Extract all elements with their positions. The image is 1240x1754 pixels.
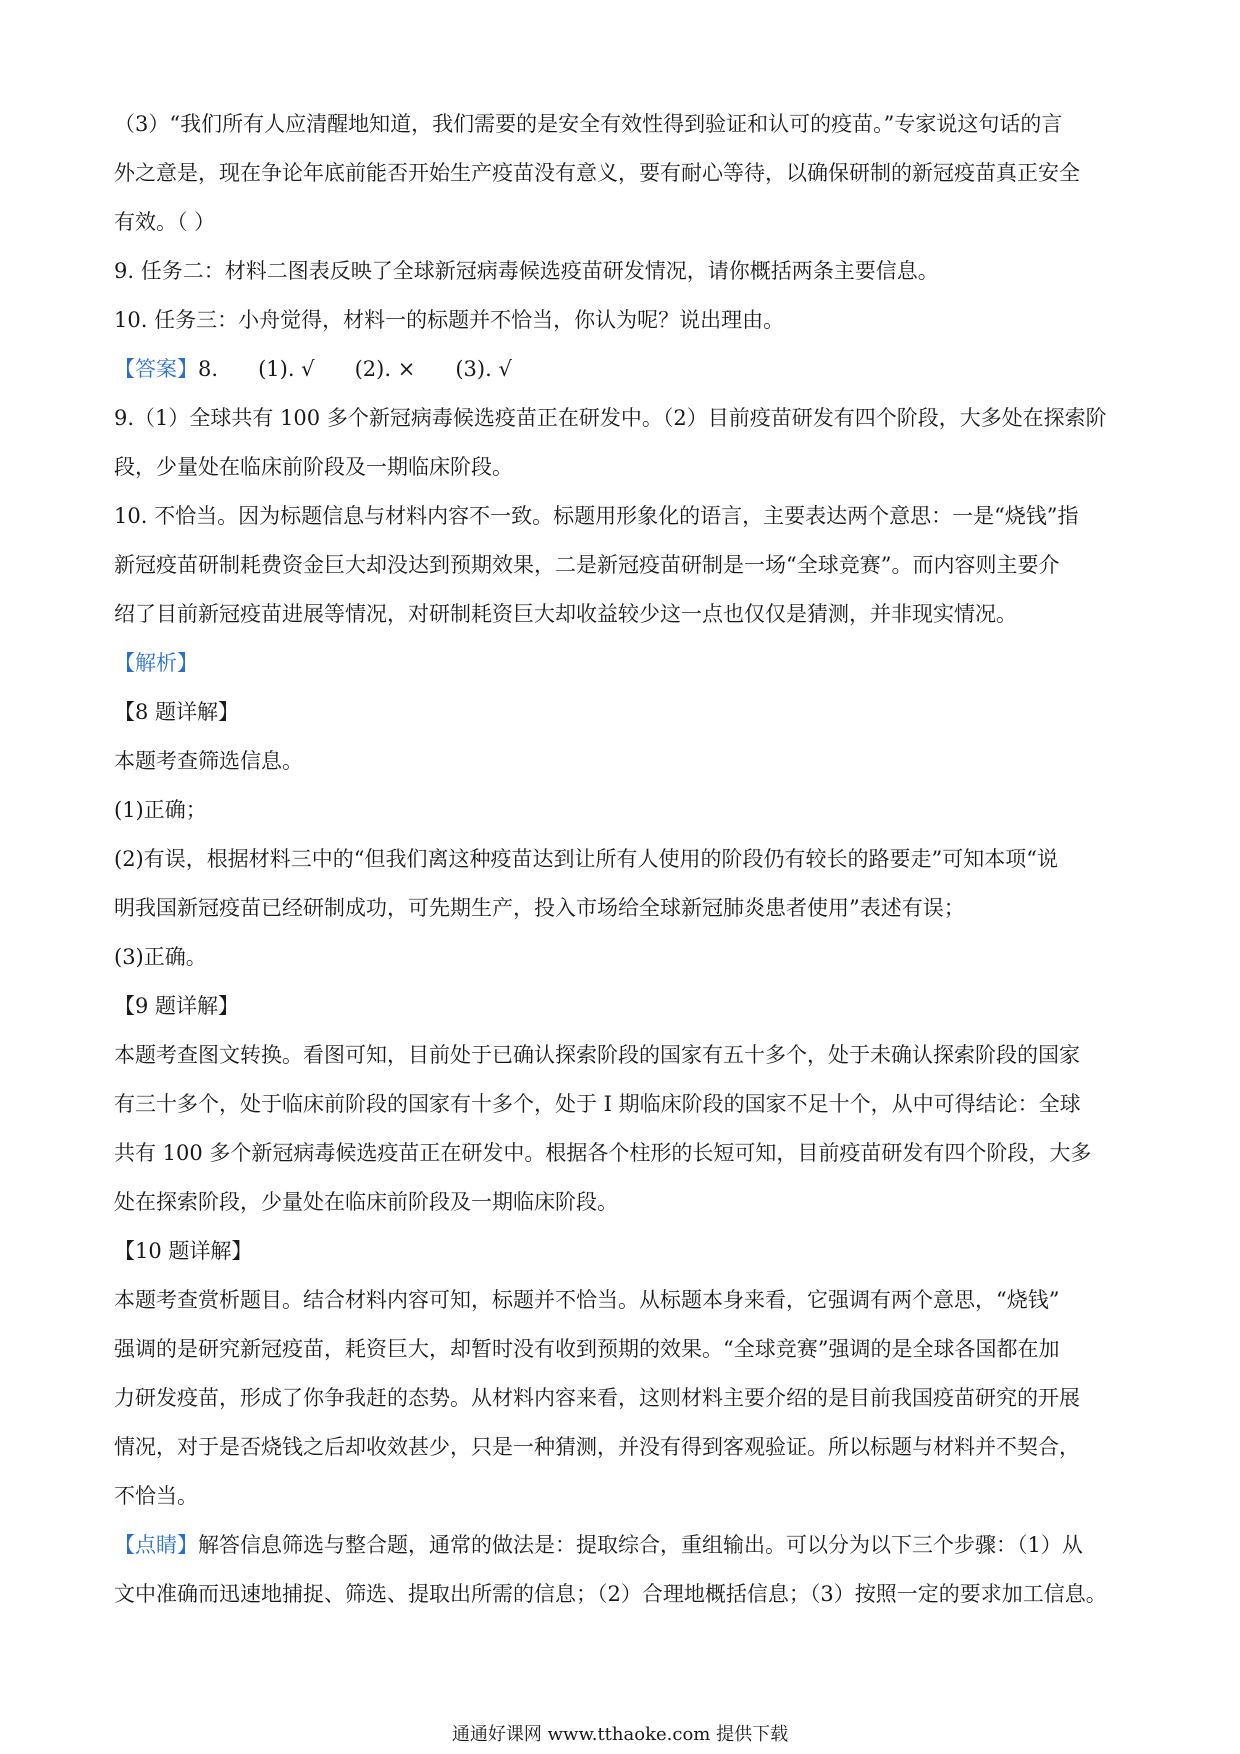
- footer-watermark: 通通好课网 www.tthaoke.com 提供下载: [451, 1724, 789, 1745]
- analysis-tag: 【解析】: [114, 651, 198, 675]
- comment-text: 解答信息筛选与整合题，通常的做法是：提取综合，重组输出。可以分为以下三个步骤：（1）从: [198, 1533, 1083, 1557]
- comment-line: [114, 1521, 1134, 1570]
- section-heading: 【9 题详解】: [114, 994, 240, 1018]
- text-line: （3）“我们所有人应清醒地知道，我们需要的是安全有效性得到验证和认可的疫苗。”专家说这句话的言: [114, 112, 1063, 136]
- answer-text: 8. (1). √ (2). × (3). √: [198, 357, 512, 381]
- answer-tag: 【答案】: [114, 357, 198, 381]
- text-line: 10. 不恰当。因为标题信息与材料内容不一致。标题用形象化的语言，主要表达两个意思：一是“烧钱”指: [114, 504, 1079, 528]
- text-line: 有三十多个，处于临床前阶段的国家有十多个，处于 I 期临床阶段的国家不足十个，从中可得结论：全球: [114, 1092, 1081, 1116]
- answer-line: [114, 345, 1134, 394]
- text-line: 9.（1）全球共有 100 多个新冠病毒候选疫苗正在研发中。（2）目前疫苗研发有四个阶段，大多处在探索阶: [114, 406, 1107, 430]
- text-line: 本题考查赏析题目。结合材料内容可知，标题并不恰当。从标题本身来看，它强调有两个意思，“烧钱”: [114, 1288, 1060, 1312]
- text-line: 绍了目前新冠疫苗进展等情况，对研制耗资巨大却收益较少这一点也仅仅是猜测，并非现实情况。: [114, 602, 1017, 626]
- text-line: 力研发疫苗，形成了你争我赶的态势。从材料内容来看，这则材料主要介绍的是目前我国疫苗研究的开展: [114, 1386, 1080, 1410]
- comment-tag: 【点睛】: [114, 1533, 198, 1557]
- text-line: 文中准确而迅速地捕捉、筛选、提取出所需的信息；（2）合理地概括信息；（3）按照一定的要求加工信息。: [114, 1582, 1107, 1606]
- text-line: 强调的是研究新冠疫苗，耗资巨大，却暂时没有收到预期的效果。“全球竞赛”强调的是全球各国都在加: [114, 1337, 1060, 1361]
- question-9: 9. 任务二：材料二图表反映了全球新冠病毒候选疫苗研发情况，请你概括两条主要信息。: [114, 259, 939, 283]
- text-line: (2)有误，根据材料三中的“但我们离这种疫苗达到让所有人使用的阶段仍有较长的路要走”可知本项“说: [114, 847, 1058, 871]
- text-line: 情况，对于是否烧钱之后却收效甚少，只是一种猜测，并没有得到客观验证。所以标题与材料并不契合，: [114, 1435, 1080, 1459]
- text-line: 新冠疫苗研制耗费资金巨大却没达到预期效果，二是新冠疫苗研制是一场“全球竞赛”。而内容则主要介: [114, 553, 1060, 577]
- text-line: 有效。（ ）: [114, 210, 216, 234]
- document-body: [114, 100, 1134, 1619]
- text-line: (3)正确。: [114, 945, 207, 969]
- section-heading: 【10 题详解】: [114, 1239, 253, 1263]
- text-line: 本题考查图文转换。看图可知，目前处于已确认探索阶段的国家有五十多个，处于未确认探索阶段的国家: [114, 1043, 1080, 1067]
- section-heading: 【8 题详解】: [114, 700, 240, 724]
- text-line: 外之意是，现在争论年底前能否开始生产疫苗没有意义，要有耐心等待，以确保研制的新冠疫苗真正安全: [114, 161, 1080, 185]
- text-line: 处在探索阶段，少量处在临床前阶段及一期临床阶段。: [114, 1190, 618, 1214]
- text-line: 段，少量处在临床前阶段及一期临床阶段。: [114, 455, 513, 479]
- text-line: (1)正确；: [114, 798, 207, 822]
- text-line: 共有 100 多个新冠病毒候选疫苗正在研发中。根据各个柱形的长短可知，目前疫苗研发有四个阶段，大多: [114, 1141, 1092, 1165]
- question-10: 10. 任务三：小舟觉得，材料一的标题并不恰当，你认为呢？说出理由。: [114, 308, 785, 332]
- text-line: 明我国新冠疫苗已经研制成功，可先期生产，投入市场给全球新冠肺炎患者使用”表述有误；: [114, 896, 965, 920]
- text-line: 不恰当。: [114, 1484, 198, 1508]
- text-line: 本题考查筛选信息。: [114, 749, 303, 773]
